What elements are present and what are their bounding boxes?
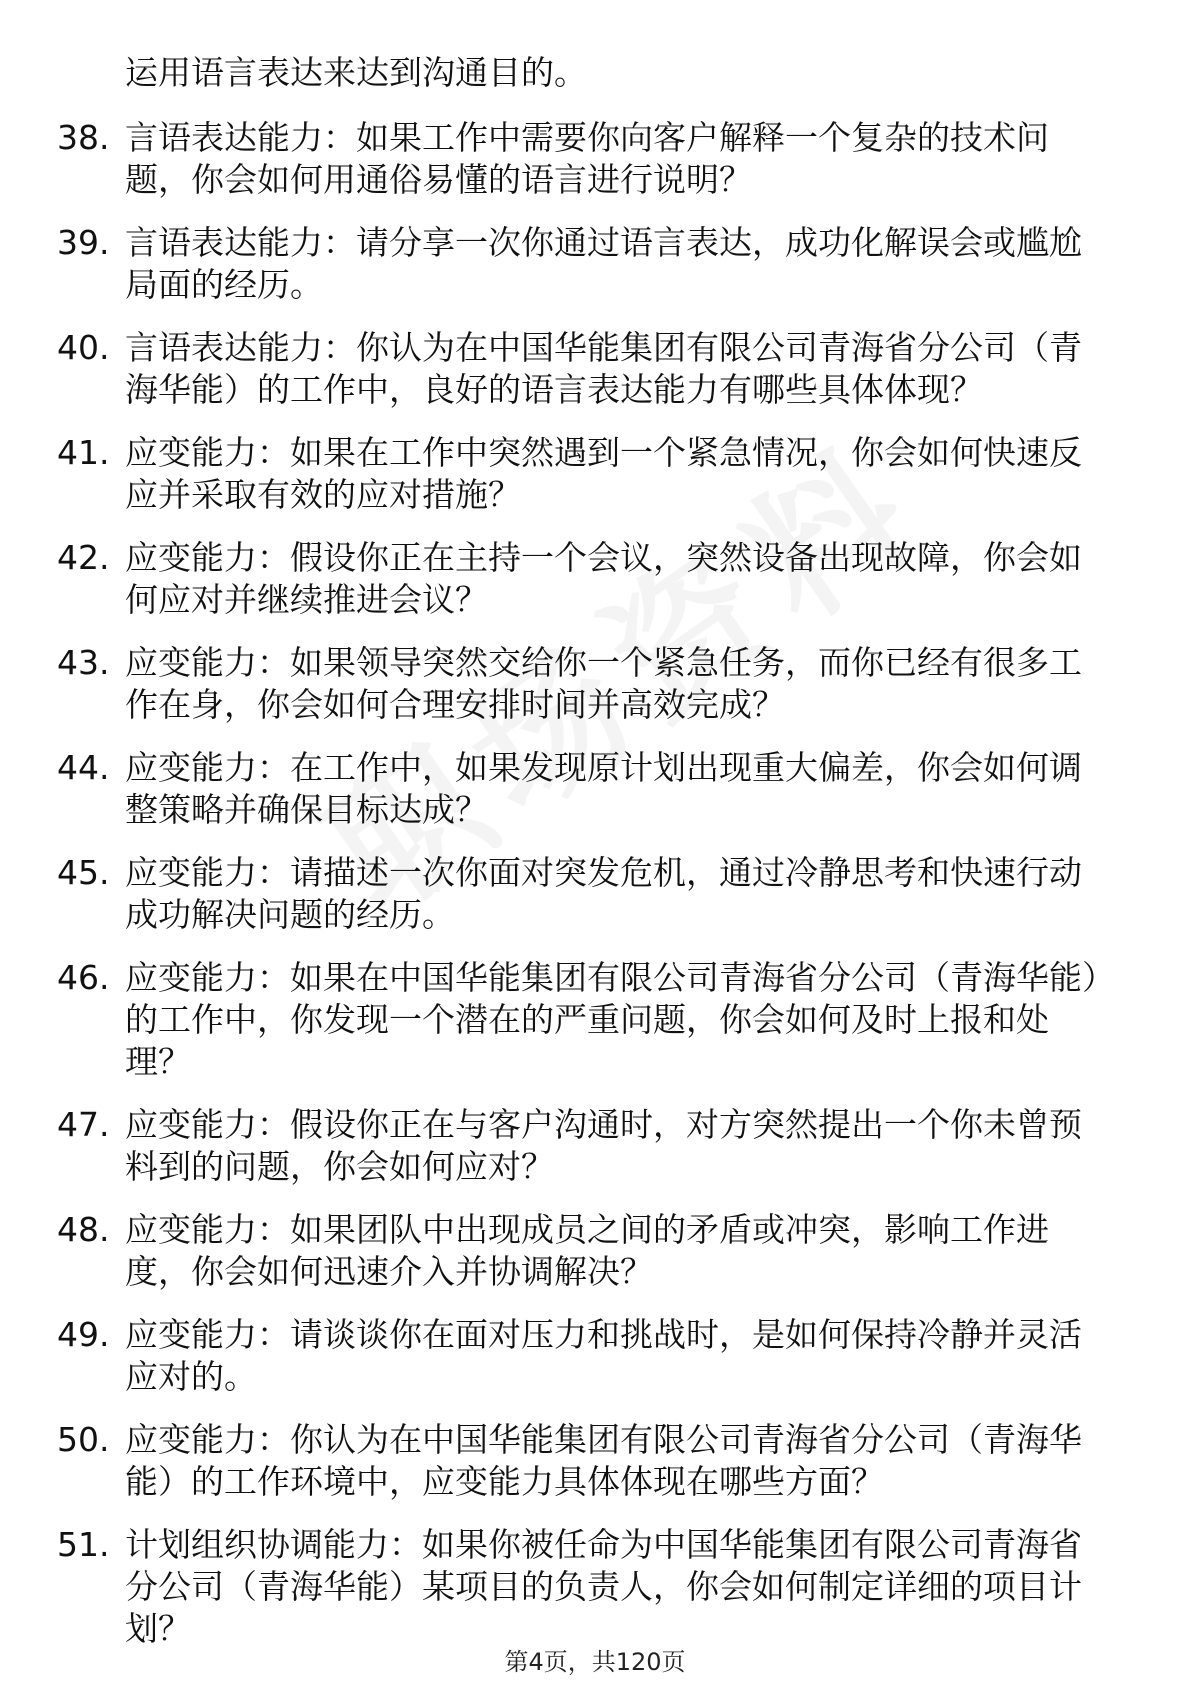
item-text: 应变能力：在工作中，如果发现原计划出现重大偏差，你会如何调整策略并确保目标达成？ (125, 748, 1082, 829)
list-item (0, 117, 1190, 201)
list-item (0, 1524, 1190, 1650)
item-text: 应变能力：你认为在中国华能集团有限公司青海省分公司（青海华能）的工作环境中，应变能力具体体现在哪些方面？ (125, 1420, 1082, 1501)
item-number: 50. (57, 1420, 110, 1459)
list-item (0, 1314, 1190, 1398)
item-number: 41. (57, 433, 110, 472)
list-item (0, 1419, 1190, 1503)
list-item (0, 537, 1190, 621)
item-text: 言语表达能力：你认为在中国华能集团有限公司青海省分公司（青海华能）的工作中，良好的语言表达能力有哪些具体体现？ (125, 328, 1082, 409)
item-number: 42. (57, 538, 110, 577)
item-text: 计划组织协调能力：如果你被任命为中国华能集团有限公司青海省分公司（青海华能）某项目的负责人，你会如何制定详细的项目计划？ (125, 1525, 1082, 1648)
item-text: 言语表达能力：如果工作中需要你向客户解释一个复杂的技术问题，你会如何用通俗易懂的语言进行说明？ (125, 118, 1049, 199)
item-number: 49. (57, 1315, 110, 1354)
list-item (0, 1104, 1190, 1188)
item-text: 应变能力：如果团队中出现成员之间的矛盾或冲突，影响工作进度，你会如何迅速介入并协调解决？ (125, 1210, 1049, 1291)
item-text: 应变能力：请谈谈你在面对压力和挑战时，是如何保持冷静并灵活应对的。 (125, 1315, 1082, 1396)
item-number: 43. (57, 643, 110, 682)
item-number: 40. (57, 328, 110, 367)
list-item (0, 957, 1190, 1083)
item-number: 48. (57, 1210, 110, 1249)
list-item (0, 747, 1190, 831)
continued-paragraph: 运用语言表达来达到沟通目的。 (125, 53, 587, 92)
list-item (0, 432, 1190, 516)
list-item (0, 327, 1190, 411)
item-number: 46. (57, 958, 110, 997)
item-number: 47. (57, 1105, 110, 1144)
item-text: 应变能力：假设你正在与客户沟通时，对方突然提出一个你未曾预料到的问题，你会如何应对？ (125, 1105, 1082, 1186)
item-text: 应变能力：如果在中国华能集团有限公司青海省分公司（青海华能）的工作中，你发现一个潜在的严重问题，你会如何及时上报和处理？ (125, 958, 1099, 1081)
list-item (0, 1209, 1190, 1293)
item-number: 38. (57, 118, 110, 157)
item-text: 言语表达能力：请分享一次你通过语言表达，成功化解误会或尴尬局面的经历。 (125, 223, 1082, 304)
list-item (0, 642, 1190, 726)
question-list (0, 117, 1190, 1671)
page-footer: 第4页，共120页 (504, 1648, 686, 1676)
item-text: 应变能力：请描述一次你面对突发危机，通过冷静思考和快速行动成功解决问题的经历。 (125, 853, 1082, 934)
item-text: 应变能力：如果领导突然交给你一个紧急任务，而你已经有很多工作在身，你会如何合理安排时间并高效完成？ (125, 643, 1082, 724)
item-number: 44. (57, 748, 110, 787)
item-number: 45. (57, 853, 110, 892)
list-item (0, 222, 1190, 306)
list-item (0, 852, 1190, 936)
item-number: 39. (57, 223, 110, 262)
item-number: 51. (57, 1525, 110, 1564)
item-text: 应变能力：如果在工作中突然遇到一个紧急情况，你会如何快速反应并采取有效的应对措施？ (125, 433, 1082, 514)
item-text: 应变能力：假设你正在主持一个会议，突然设备出现故障，你会如何应对并继续推进会议？ (125, 538, 1082, 619)
